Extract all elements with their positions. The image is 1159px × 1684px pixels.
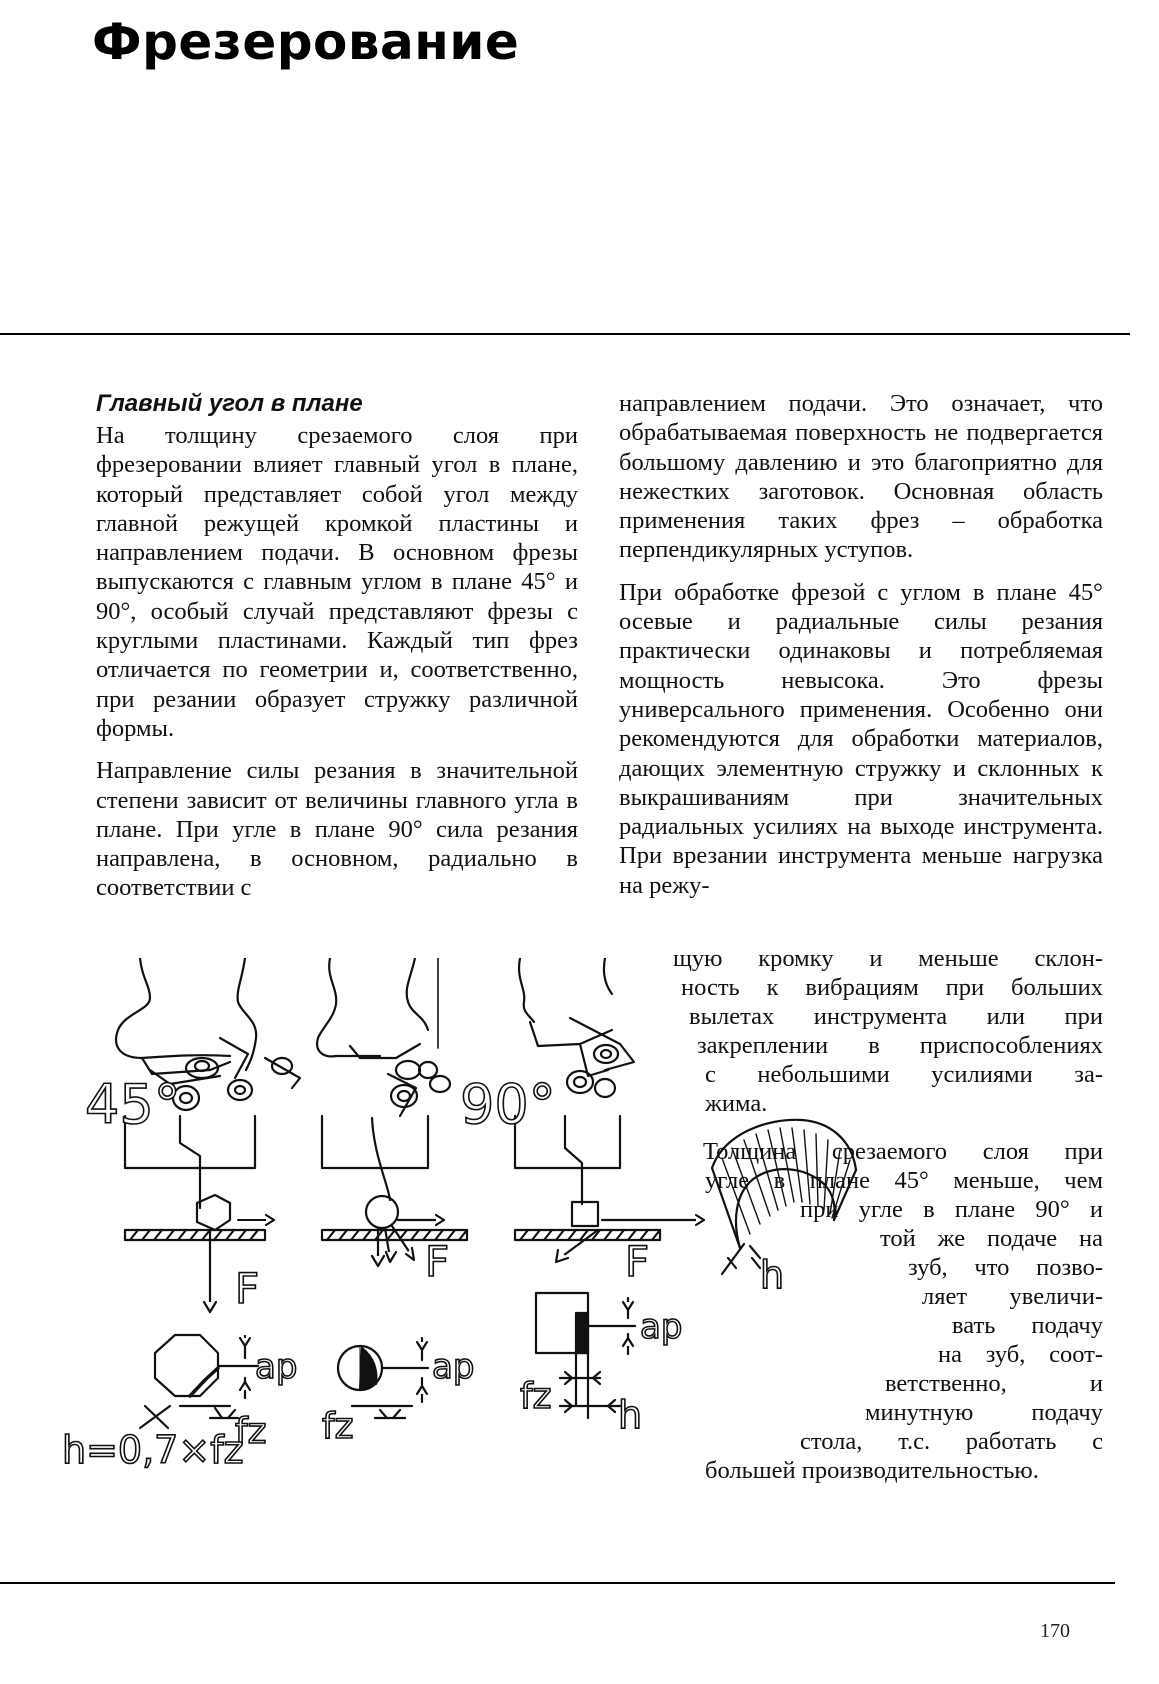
chip-drawing: [712, 1120, 856, 1274]
paragraph-4: При обработке фрезой с углом в плане 45° осевые и радиальные силы резания практически одинаковы и потребляемая мощность невысока. Это фрезы универсального применения. Особенно они рекомендуются для обработки материалов, дающих элементную стружку и склонных к выкрашиваниям при значительных радиальных усилиях на выходе инструмента. При врезании инструмента меньше нагрузка на режу-: [619, 578, 1103, 899]
text-line: большей производительностью.: [705, 1457, 1039, 1484]
page-title: Фрезерование: [92, 13, 520, 71]
text-line: ветственно, и: [885, 1370, 1103, 1397]
text-line: закреплении в приспособлениях: [697, 1032, 1103, 1059]
page-number: 170: [1040, 1620, 1070, 1642]
text-line: ляет увеличи-: [922, 1283, 1103, 1310]
paragraph-2: Направление силы резания в значительной степени зависит от величины главного угла в плане. При угле в плане 90° сила резания направлена, в основном, радиально в соответствии с: [96, 757, 578, 902]
depth-label-1: ap: [255, 1347, 298, 1387]
text-line: с небольшими усилиями за-: [705, 1061, 1103, 1088]
feed-label-1: fz: [235, 1411, 267, 1452]
text-line: на зуб, соот-: [938, 1341, 1103, 1368]
angle-45-label: 45°: [85, 1073, 181, 1136]
text-line: стола, т.с. работать с: [800, 1428, 1103, 1455]
text-line: жима.: [705, 1090, 768, 1117]
feed-label-3: fz: [520, 1376, 552, 1417]
depth-label-3: ap: [640, 1307, 683, 1347]
thickness-label-2: h: [760, 1253, 785, 1297]
paragraph-3: направлением подачи. Это означает, что обрабатываемая поверхность не подвергается большому давлению и это благоприятно для нежестких заготовок. Основная область применения таких фрез – обработка перпендикулярных уступов.: [619, 390, 1103, 564]
text-line: минутную подачу: [865, 1399, 1103, 1426]
cutter-90-drawing: [515, 958, 704, 1418]
text-line: Толщина срезаемого слоя при: [703, 1138, 1103, 1165]
paragraph-1: На толщину срезаемого слоя при фрезеровании влияет главный угол в плане, который представляет собой угол между главной режущей кромкой пластины и направлением подачи. В основном фрезы выпускаются с главным углом в плане 45° и 90°, особый случай представляют фрезы с круглыми пластинами. Каждый тип фрез отличается по геометрии и, соответственно, при резании образует стружку различной формы.: [96, 422, 578, 742]
thickness-label-1: h: [618, 1393, 643, 1437]
feed-label-2: fz: [322, 1406, 354, 1447]
text-line: угле в плане 45° меньше, чем: [705, 1167, 1103, 1194]
force-label-1: F: [235, 1264, 260, 1313]
text-line: вылетах инструмента или при: [689, 1003, 1103, 1030]
bottom-divider: [0, 1582, 1115, 1584]
section-heading: Главный угол в плане: [96, 390, 363, 417]
text-line: щую кромку и меньше склон-: [673, 945, 1103, 972]
force-label-3: F: [625, 1237, 650, 1286]
formula-label: h=0,7×fz: [62, 1428, 244, 1472]
text-line: той же подаче на: [880, 1225, 1103, 1252]
text-line: вать подачу: [952, 1312, 1103, 1339]
text-line: ность к вибрациям при больших: [681, 974, 1103, 1001]
text-line: зуб, что позво-: [908, 1254, 1103, 1281]
top-divider: [0, 333, 1130, 335]
angle-90-label: 90°: [460, 1073, 556, 1136]
depth-label-2: ap: [432, 1347, 475, 1387]
milling-angle-figure: [60, 958, 1110, 1518]
right-column: [619, 389, 1103, 900]
force-label-2: F: [425, 1237, 450, 1286]
left-column: [96, 389, 578, 903]
text-line: при угле в плане 90° и: [800, 1196, 1103, 1223]
